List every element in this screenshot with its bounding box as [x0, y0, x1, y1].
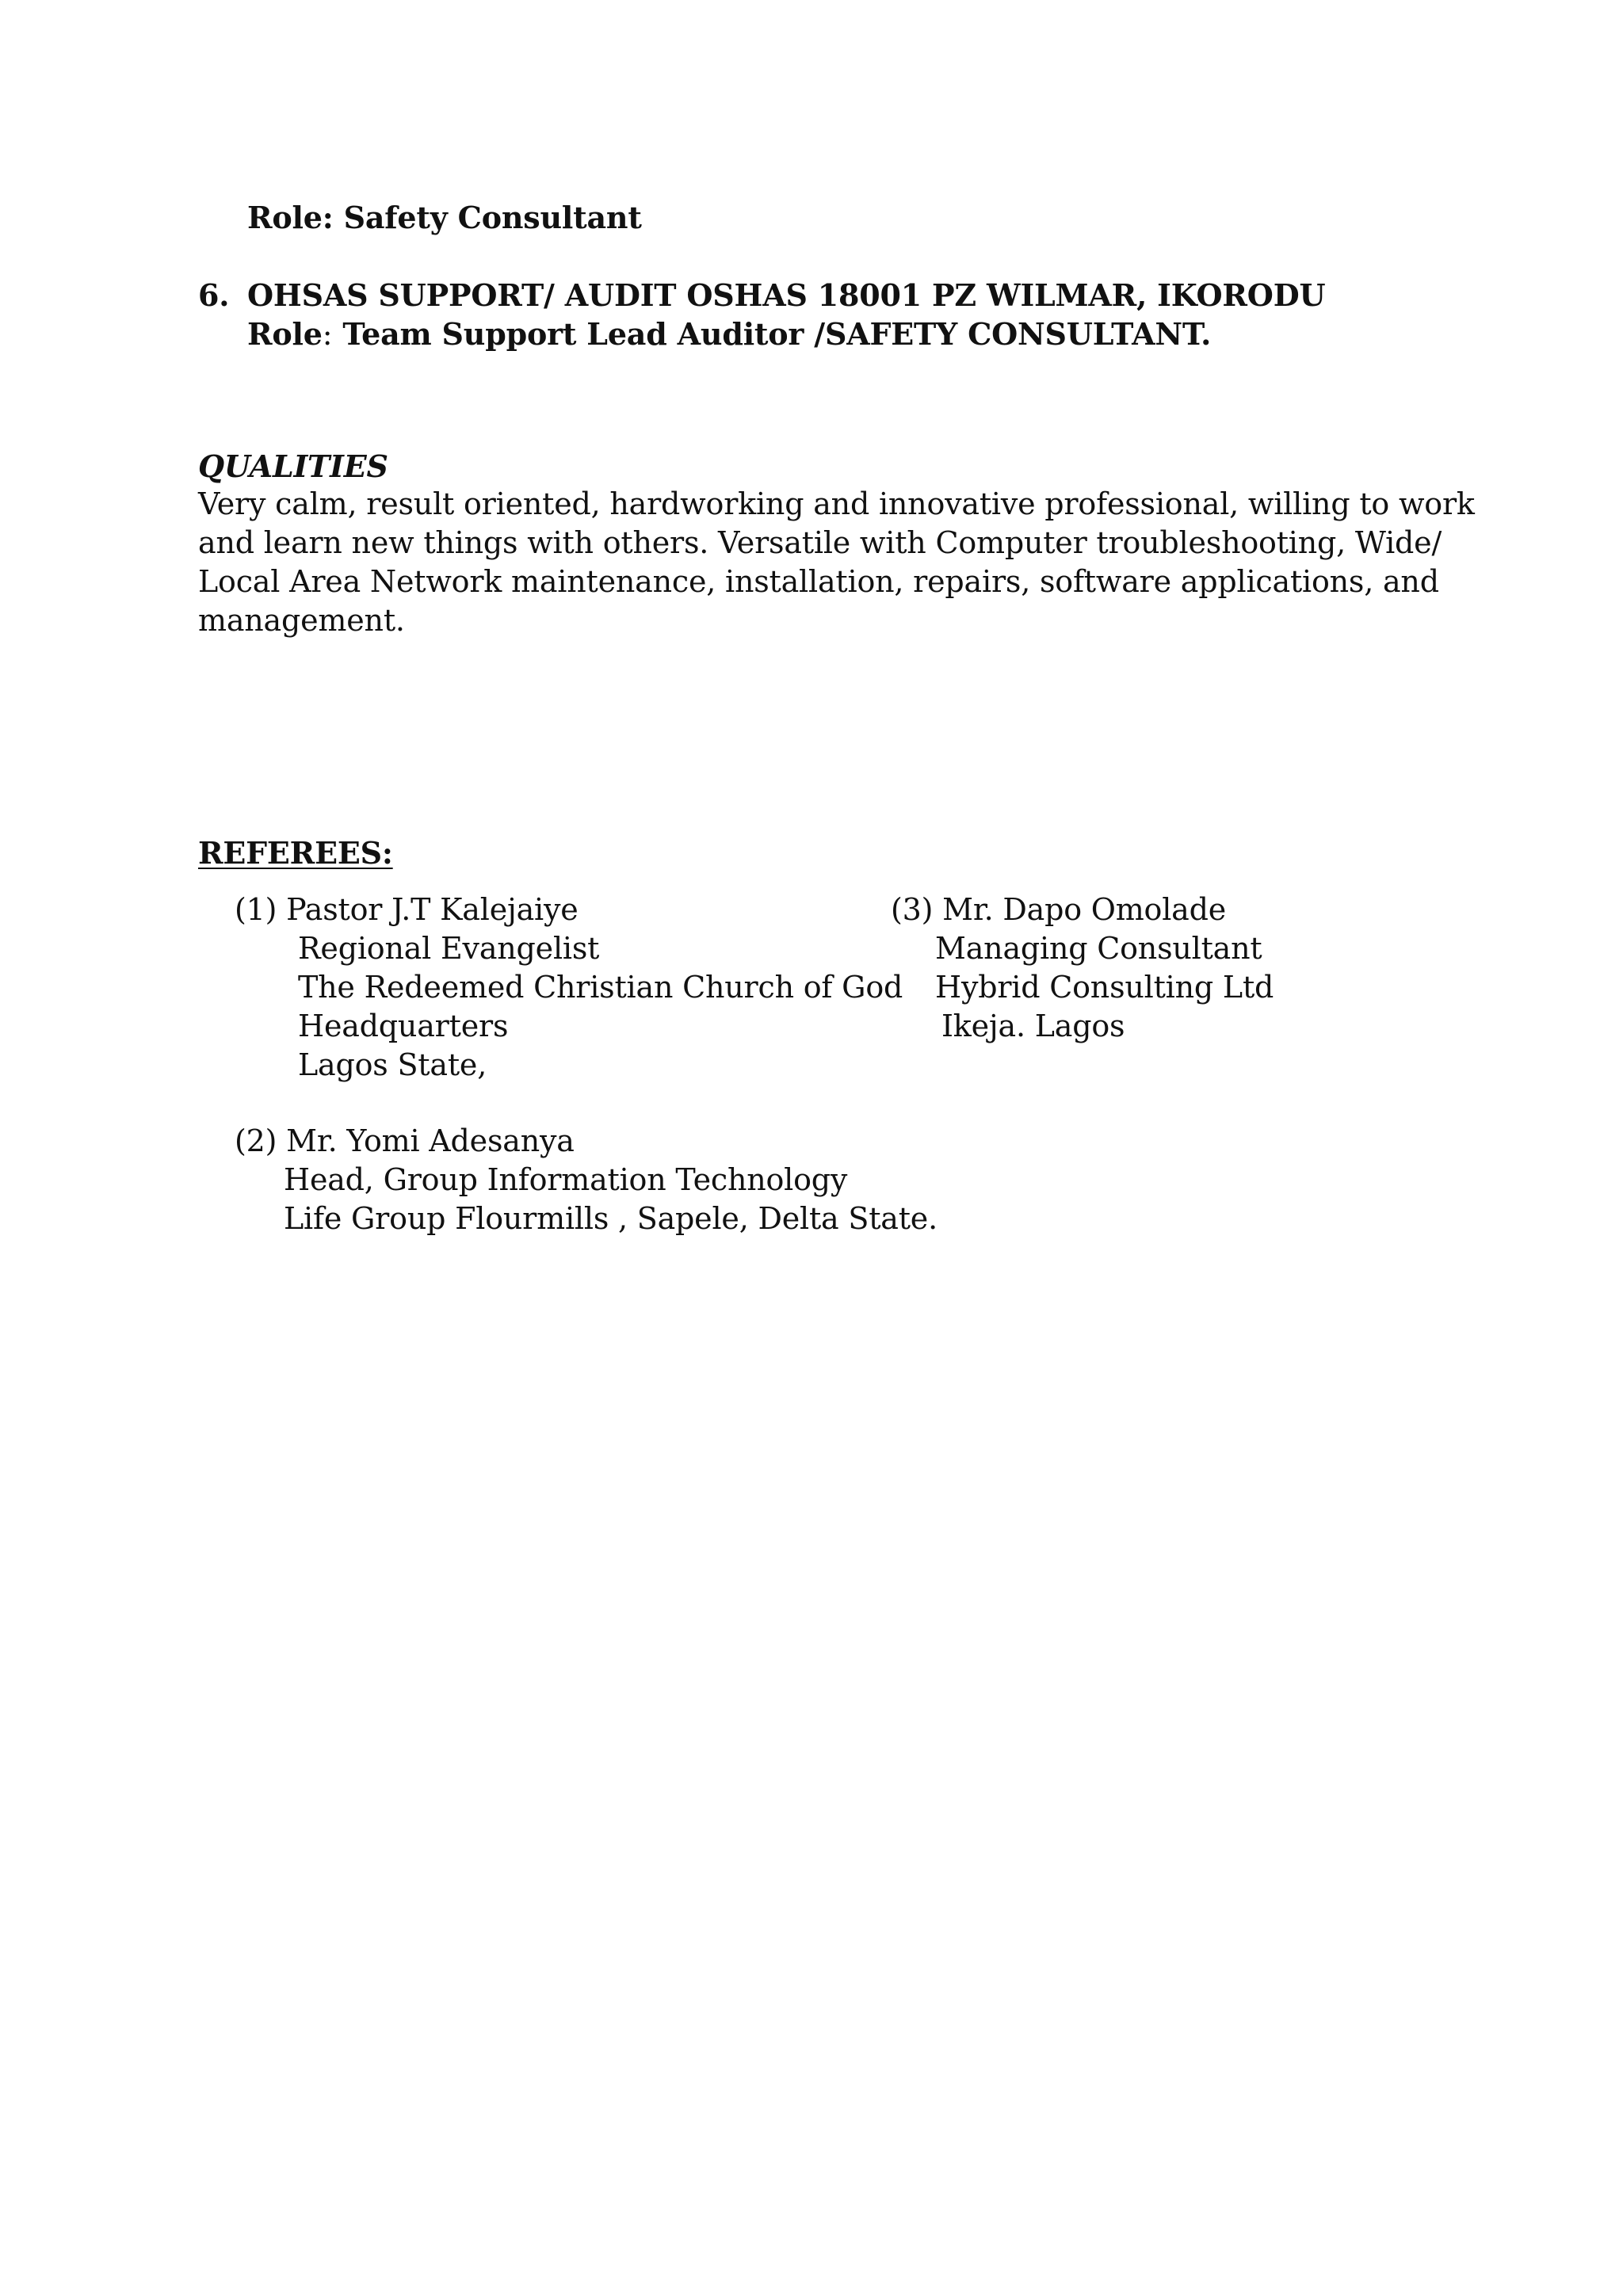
qualities-line-1: Very calm, result oriented, hardworking and innovative professional, willing to work [198, 486, 1475, 521]
referee-2-organization: Life Group Flourmills , Sapele, Delta State. [284, 1201, 938, 1236]
referee-1-state: Lagos State, [298, 1047, 487, 1082]
referee-1-title: Regional Evangelist [298, 931, 600, 966]
qualities-heading: QUALITIES [198, 448, 388, 484]
referee-3 [891, 891, 1274, 1046]
referee-1 [235, 891, 903, 1085]
qualities-paragraph [198, 485, 1475, 640]
role-safety-consultant: Role: Safety Consultant [247, 200, 642, 235]
qualities-line-2: and learn new things with others. Versatile with Computer troubleshooting, Wide/ [198, 525, 1442, 560]
referees-heading: REFEREES: [198, 835, 393, 871]
qualities-line-3: Local Area Network maintenance, installation, repairs, software applications, and [198, 564, 1439, 599]
referee-1-name: (1) Pastor J.T Kalejaiye [235, 892, 579, 927]
referee-3-location: Ikeja. Lagos [941, 1009, 1125, 1043]
referee-2-title: Head, Group Information Technology [284, 1162, 848, 1197]
item-6-role-line [247, 315, 1211, 354]
item-6-role-colon: : [322, 317, 333, 352]
referee-3-company: Hybrid Consulting Ltd [935, 970, 1274, 1005]
referee-3-title: Managing Consultant [935, 931, 1262, 966]
referee-3-name: (3) Mr. Dapo Omolade [891, 892, 1227, 927]
referee-1-organization: The Redeemed Christian Church of God [298, 970, 903, 1005]
referee-2-name: (2) Mr. Yomi Adesanya [235, 1123, 575, 1158]
item-6-role-label: Role [247, 316, 323, 352]
referee-1-location: Headquarters [298, 1009, 509, 1043]
item-6-number: 6. [198, 277, 230, 313]
item-6-heading: OHSAS SUPPORT/ AUDIT OSHAS 18001 PZ WILMAR, IKORODU [247, 277, 1326, 313]
item-6-role-value: Team Support Lead Auditor /SAFETY CONSULTANT. [332, 316, 1212, 352]
referee-2 [235, 1122, 938, 1238]
qualities-line-4: management. [198, 603, 405, 638]
